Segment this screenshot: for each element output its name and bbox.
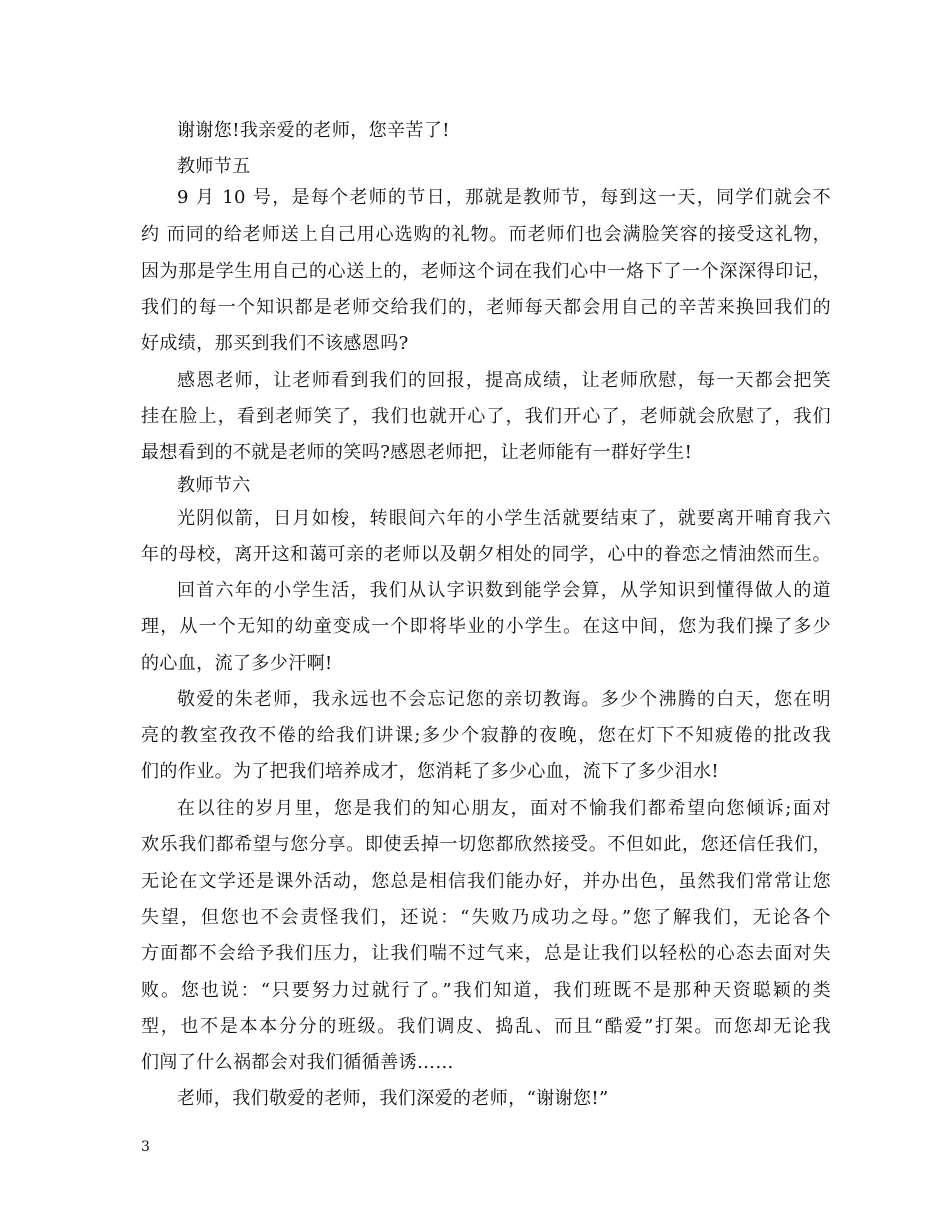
paragraph-line: 们的作业。为了把我们培养成才，您消耗了多少心血，流下了多少泪水! xyxy=(141,761,720,782)
closing-line: 谢谢您!我亲爱的老师，您辛苦了! xyxy=(177,120,450,141)
paragraph-line: 挂在脸上，看到老师笑了，我们也就开心了，我们开心了，老师就会欣慰了，我们 xyxy=(141,406,831,427)
paragraph-line: 因为那是学生用自己的心送上的，老师这个词在我们心中一烙下了一个深深得印记， xyxy=(141,261,831,282)
paragraph-line: 老师，我们敬爱的老师，我们深爱的老师，“谢谢您!” xyxy=(177,1088,609,1109)
paragraph-line: 我们的每一个知识都是老师交给我们的，老师每天都会用自己的辛苦来换回我们的 xyxy=(141,297,831,318)
paragraph-line: 好成绩，那买到我们不该感恩吗? xyxy=(141,333,409,354)
page-number: 3 xyxy=(141,1139,150,1155)
paragraph-line: 感恩老师，让老师看到我们的回报，提高成绩，让老师欣慰，每一天都会把笑 xyxy=(177,370,831,391)
paragraph-line: 理，从一个无知的幼童变成一个即将毕业的小学生。在这中间，您为我们操了多少 xyxy=(141,616,831,637)
paragraph-line: 无论在文学还是课外活动，您总是相信我们能办好，并办出色，虽然我们常常让您 xyxy=(141,871,831,892)
paragraph-line: 的心血，流了多少汗啊! xyxy=(141,653,333,674)
paragraph-line: 回首六年的小学生活，我们从认字识数到能学会算，从学知识到懂得做人的道 xyxy=(177,580,831,601)
paragraph-line: 败。您也说：“只要努力过就行了。”我们知道，我们班既不是那种天资聪颖的类 xyxy=(141,980,831,1001)
paragraph-line: 们闯了什么祸都会对我们循循善诱…… xyxy=(141,1052,454,1073)
paragraph-line: 最想看到的不就是老师的笑吗?感恩老师把，让老师能有一群好学生! xyxy=(141,442,693,463)
paragraph-line: 约 而同的给老师送上自己用心选购的礼物。而老师们也会满脸笑容的接受这礼物， xyxy=(141,224,831,245)
paragraph-line: 欢乐我们都希望与您分享。即使丢掉一切您都欣然接受。不但如此，您还信任我们， xyxy=(141,834,831,855)
paragraph-line: 亮的教室孜孜不倦的给我们讲课;多少个寂静的夜晚，您在灯下不知疲倦的批改我 xyxy=(141,725,831,746)
paragraph-line: 在以往的岁月里，您是我们的知心朋友，面对不愉我们都希望向您倾诉;面对 xyxy=(177,798,831,819)
section-heading-6: 教师节六 xyxy=(177,475,251,496)
paragraph-line: 方面都不会给予我们压力，让我们喘不过气来，总是让我们以轻松的心态去面对失 xyxy=(141,943,831,964)
paragraph-line: 失望，但您也不会责怪我们，还说：“失败乃成功之母。”您了解我们，无论各个 xyxy=(141,907,831,928)
paragraph-line: 年的母校，离开这和蔼可亲的老师以及朝夕相处的同学，心中的眷恋之情油然而生。 xyxy=(141,544,831,565)
section-heading-5: 教师节五 xyxy=(177,156,251,177)
paragraph-line: 敬爱的朱老师，我永远也不会忘记您的亲切教诲。多少个沸腾的白天，您在明 xyxy=(177,689,831,710)
paragraph-line: 9 月 10 号，是每个老师的节日，那就是教师节，每到这一天，同学们就会不 xyxy=(177,187,831,208)
paragraph-line: 型，也不是本本分分的班级。我们调皮、捣乱、而且“酷爱”打架。而您却无论我 xyxy=(141,1016,831,1037)
paragraph-line: 光阴似箭，日月如梭，转眼间六年的小学生活就要结束了，就要离开哺育我六 xyxy=(177,508,831,529)
